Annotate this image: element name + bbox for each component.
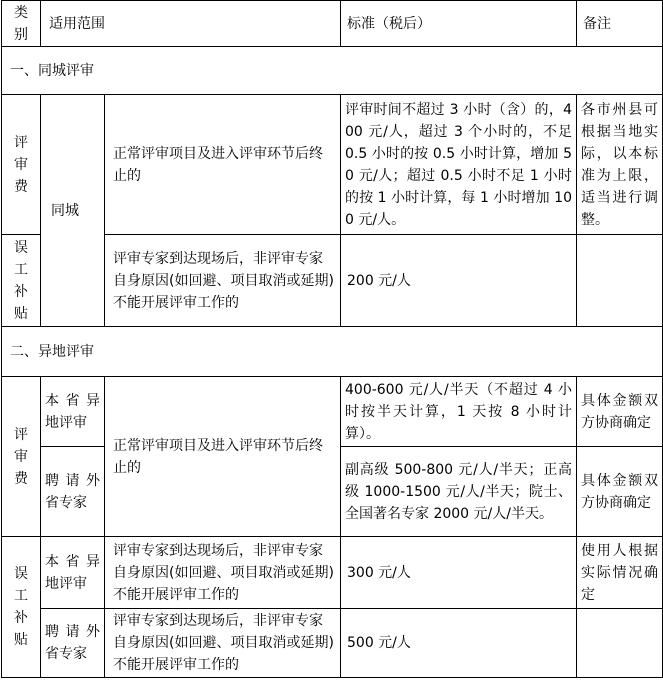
section-row — [2, 47, 663, 95]
standard-out-of-province-compensation: 500 元/人 — [341, 609, 577, 678]
header-remark: 备注 — [577, 1, 663, 47]
table-row — [2, 95, 663, 235]
category-review-fee-2: 评审费 — [2, 377, 41, 537]
table-row — [2, 377, 663, 447]
table-row — [2, 537, 663, 609]
sub-scope-in-province: 本省异地评审 — [41, 377, 105, 447]
table-row — [2, 609, 663, 678]
remark-out-of-province-compensation — [577, 609, 663, 678]
scope-terminated-3: 评审专家到达现场后，非评审专家自身原因(如回避、项目取消或延期)不能开展评审工作的 — [105, 609, 341, 678]
standard-in-province-compensation: 300 元/人 — [341, 537, 577, 609]
standard-in-province-fee: 400-600 元/人/半天（不超过 4 小时按半天计算，1 天按 8 小时计算）。 — [341, 377, 577, 447]
scope-terminated-2: 评审专家到达现场后，非评审专家自身原因(如回避、项目取消或延期)不能开展评审工作的 — [105, 537, 341, 609]
category-review-fee-1: 评审费 — [2, 95, 41, 235]
standard-same-city-fee: 评审时间不超过 3 小时（含）的，400 元/人，超过 3 个小时的，不足 0.5 小时的按 0.5 小时计算，增加 50 元/人；超过 0.5 小时不足 1 小时的按 1 小时计算，每 1 小时增加 100 元/人。 — [341, 95, 577, 235]
table-header-row — [2, 1, 663, 47]
sub-scope-out-of-province: 聘请外省专家 — [41, 447, 105, 537]
standard-out-of-province-fee: 副高级 500-800 元/人/半天；正高级 1000-1500 元/人/半天；院士、全国著名专家 2000 元/人/半天。 — [341, 447, 577, 537]
category-compensation-1: 误工补贴 — [2, 235, 41, 327]
scope-normal-1: 正常评审项目及进入评审环节后终止的 — [105, 95, 341, 235]
remark-in-province-compensation: 使用人根据实际情况确定 — [577, 537, 663, 609]
remark-same-city-compensation — [577, 235, 663, 327]
section-title-2: 二、异地评审 — [2, 327, 663, 377]
fee-standard-table — [1, 0, 663, 678]
scope-terminated-1: 评审专家到达现场后，非评审专家自身原因(如回避、项目取消或延期)不能开展评审工作的 — [105, 235, 341, 327]
remark-same-city-fee: 各市州县可根据当地实际，以本标准为上限，适当进行调整。 — [577, 95, 663, 235]
sub-scope-in-province-2: 本省异地评审 — [41, 537, 105, 609]
sub-scope-same-city: 同城 — [41, 95, 105, 327]
remark-in-province-fee: 具体金额双方协商确定 — [577, 377, 663, 447]
header-scope: 适用范围 — [41, 1, 341, 47]
header-standard: 标准（税后） — [341, 1, 577, 47]
section-title-1: 一、同城评审 — [2, 47, 663, 95]
category-compensation-2: 误工补贴 — [2, 537, 41, 678]
scope-normal-2: 正常评审项目及进入评审环节后终止的 — [105, 377, 341, 537]
sub-scope-out-of-province-2: 聘请外省专家 — [41, 609, 105, 678]
standard-same-city-compensation: 200 元/人 — [341, 235, 577, 327]
header-category: 类别 — [2, 1, 41, 47]
remark-out-of-province-fee: 具体金额双方协商确定 — [577, 447, 663, 537]
section-row — [2, 327, 663, 377]
